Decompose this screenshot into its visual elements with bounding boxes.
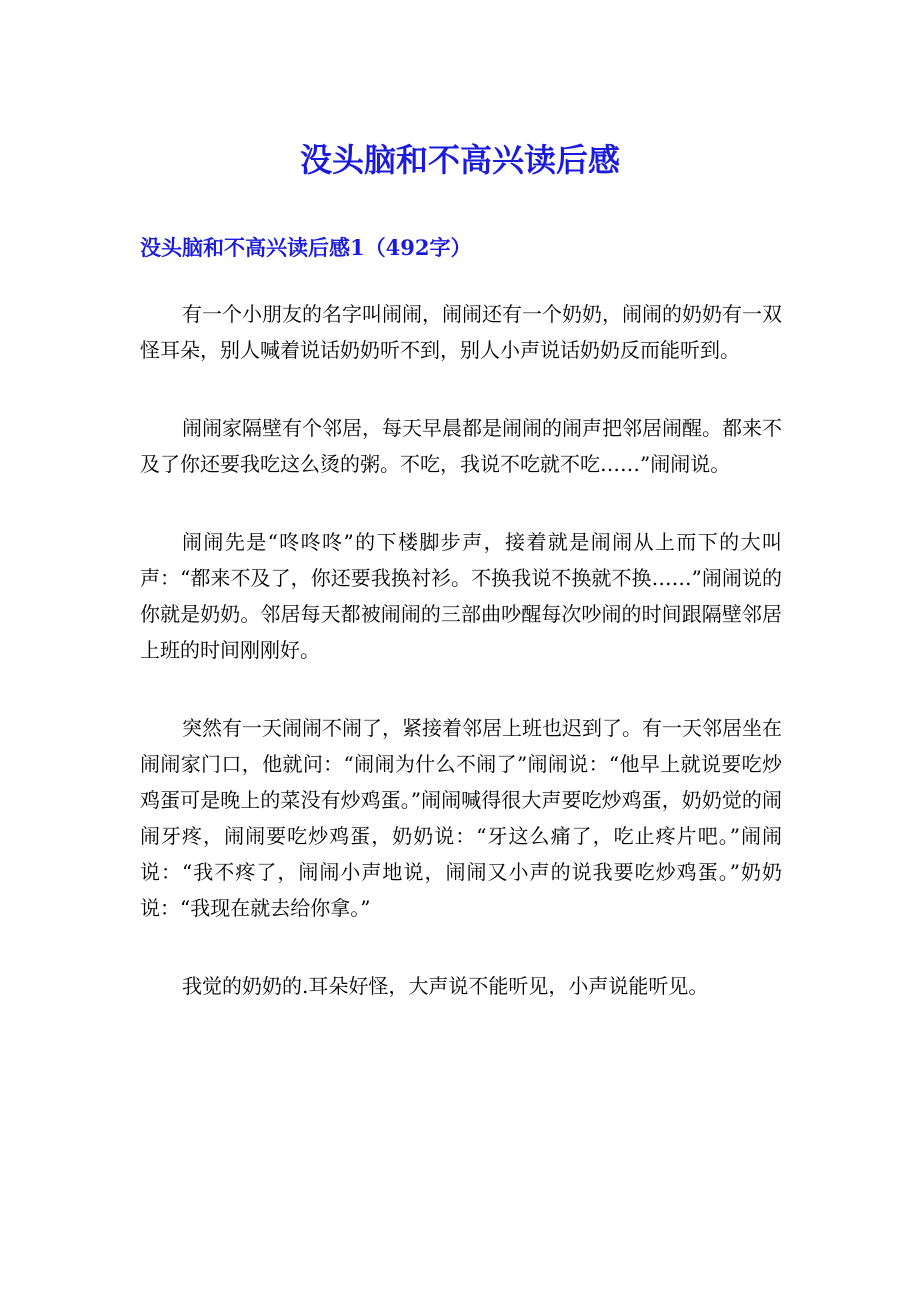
paragraph: 我觉的奶奶的.耳朵好怪，大声说不能听见，小声说能听见。 <box>182 974 709 998</box>
paragraph: 闹闹家隔壁有个邻居，每天早晨都是闹闹的闹声把邻居闹醒。都来不及了你还要我吃这么烫的粥。不吃，我说不吃就不吃……”闹闹说。 <box>140 416 782 476</box>
paragraph: 闹闹先是“咚咚咚”的下楼脚步声，接着就是闹闹从上而下的大叫声：“都来不及了，你还要我换衬衫。不换我说不换就不换……”闹闹说的你就是奶奶。邻居每天都被闹闹的三部曲吵醒每次吵闹的时间跟隔壁邻居上班的时间刚刚好。 <box>140 530 782 662</box>
document-title: 没头脑和不高兴读后感 <box>299 141 620 179</box>
paragraph: 有一个小朋友的名字叫闹闹，闹闹还有一个奶奶，闹闹的奶奶有一双怪耳朵，别人喊着说话奶奶听不到，别人小声说话奶奶反而能听到。 <box>140 302 782 362</box>
paragraph: 突然有一天闹闹不闹了，紧接着邻居上班也迟到了。有一天邻居坐在闹闹家门口，他就问：“闹闹为什么不闹了”闹闹说：“他早上就说要吃炒鸡蛋可是晚上的菜没有炒鸡蛋。”闹闹喊得很大声要吃炒鸡蛋，奶奶觉的闹闹牙疼，闹闹要吃炒鸡蛋，奶奶说：“牙这么痛了，吃止疼片吧。”闹闹说：“我不疼了，闹闹小声地说，闹闹又小声的说我要吃炒鸡蛋。”奶奶说：“我现在就去给你拿。” <box>140 716 782 920</box>
section-heading: 没头脑和不高兴读后感1（492字） <box>140 235 472 260</box>
document-body <box>140 296 782 1046</box>
